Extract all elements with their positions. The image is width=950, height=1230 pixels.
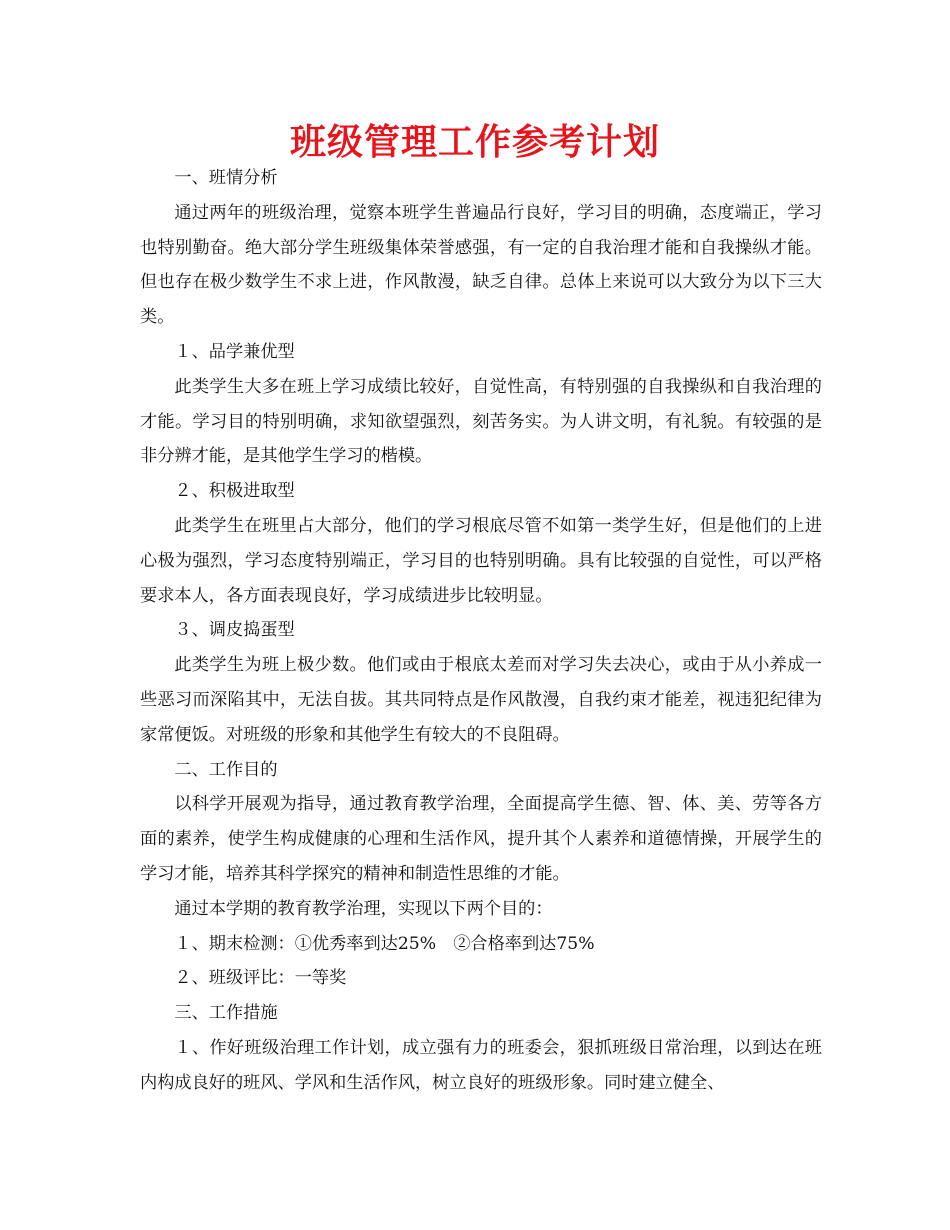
section-heading: 一、班情分析 [174, 168, 278, 188]
paragraph: 此类学生为班上极少数。他们或由于根底太差而对学习失去决心，或由于从小养成一些恶习而深陷其中，无法自拔。其共同特点是作风散漫，自我约束才能差，视违犯纪律为家常便饭。对班级的形象和其他学生有较大的不良阻碍。 [140, 655, 822, 745]
paragraph: 通过两年的班级治理，觉察本班学生普遍品行良好，学习目的明确，态度端正，学习也特别勤奋。绝大部分学生班级集体荣誉感强，有一定的自我治理才能和自我操纵才能。但也存在极少数学生不求上进，作风散漫，缺乏自律。总体上来说可以大致分为以下三大类。 [140, 202, 822, 328]
paragraph: 通过本学期的教育教学治理，实现以下两个目的： [174, 898, 553, 919]
paragraph: 此类学生大多在班上学习成绩比较好，自觉性高，有特别强的自我操纵和自我治理的才能。学习目的特别明确，求知欲望强烈，刻苦务实。为人讲文明，有礼貌。有较强的是非分辨才能，是其他学生学习的楷模。 [140, 376, 822, 467]
section-heading: 三、工作措施 [174, 1003, 278, 1024]
document-body [140, 161, 822, 1101]
subsection-heading: ３、调皮捣蛋型 [174, 620, 295, 641]
list-item: ２、班级评比：一等奖 [174, 968, 347, 989]
paragraph: １、作好班级治理工作计划，成立强有力的班委会，狠抓班级日常治理，以到达在班内构成良好的班风、学风和生活作风，树立良好的班级形象。同时建立健全、 [140, 1037, 822, 1093]
section-heading: 二、工作目的 [174, 759, 278, 780]
subsection-heading: １、品学兼优型 [174, 341, 295, 362]
paragraph: 此类学生在班里占大部分，他们的学习根底尽管不如第一类学生好，但是他们的上进心极为强烈，学习态度特别端正，学习目的也特别明确。具有比较强的自觉性，可以严格要求本人，各方面表现良好，学习成绩进步比较明显。 [140, 515, 822, 606]
subsection-heading: ２、积极进取型 [174, 481, 295, 502]
list-item: １、期末检测：①优秀率到达25% ②合格率到达75% [174, 933, 595, 954]
paragraph: 以科学开展观为指导，通过教育教学治理，全面提高学生德、智、体、美、劳等各方面的素养，使学生构成健康的心理和生活作风，提升其个人素养和道德情操，开展学生的学习才能，培养其科学探究的精神和制造性思维的才能。 [140, 794, 822, 884]
document-title: 班级管理工作参考计划 [289, 122, 660, 163]
